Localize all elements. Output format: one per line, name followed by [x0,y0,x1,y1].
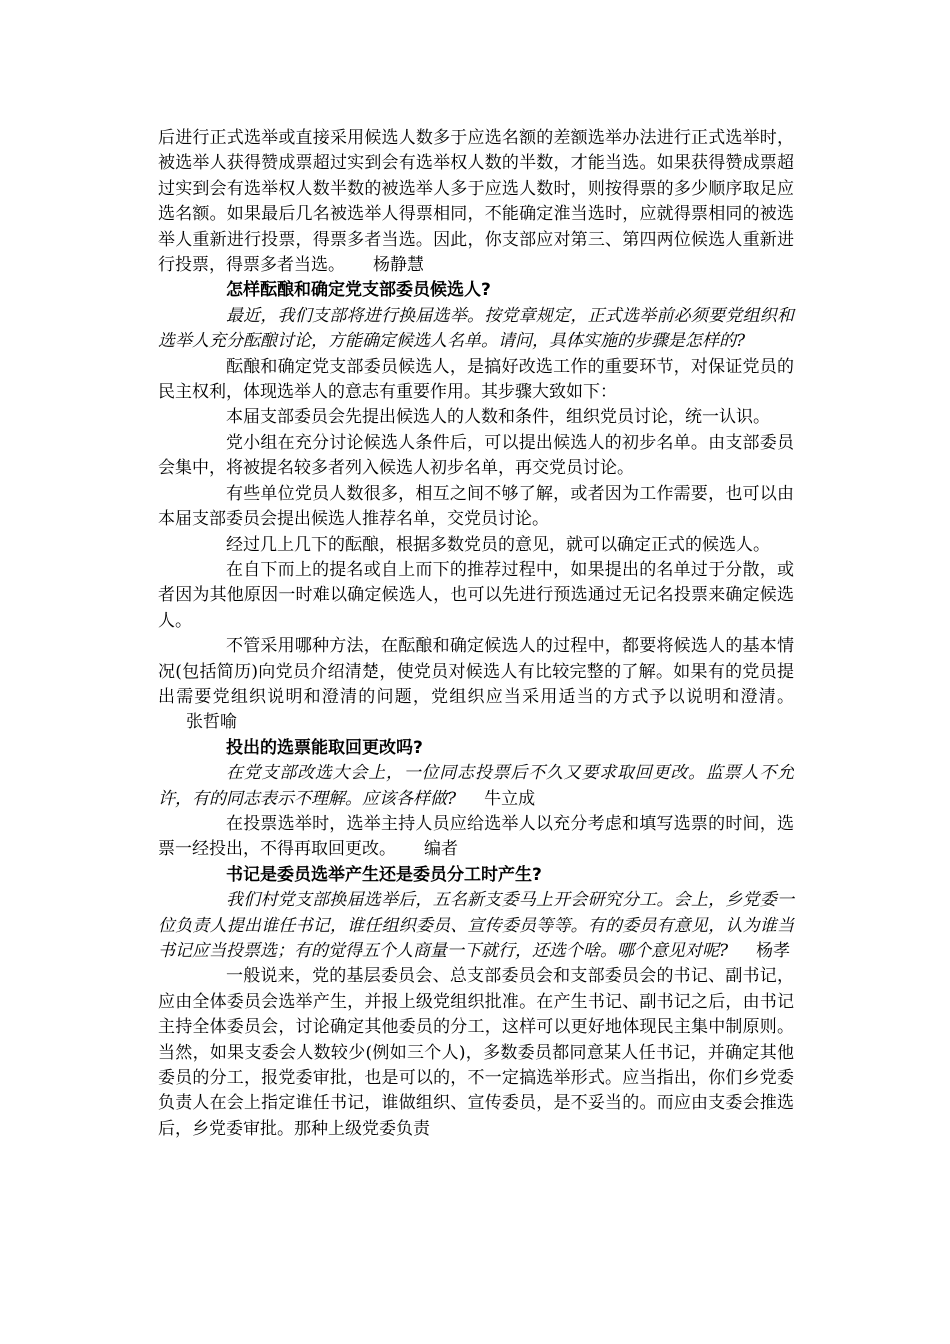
answer-paragraph: 经过几上几下的酝酿，根据多数党员的意见，就可以确定正式的候选人。 [226,534,770,555]
author-name: 编者 [424,839,458,860]
answer-paragraph: 在自下而上的提名或自上而下的推荐过程中，如果提出的名单过于分散，或者因为其他原因一时难以确定候选人，也可以先进行预选通过无记名投票来确定候选人。 [158,559,794,631]
section-heading: 投出的选票能取回更改吗? [226,737,423,758]
author-name: 杨静慧 [373,255,424,276]
document-page [158,126,794,1142]
question-text: 我们村党支部换届选举后，五名新支委马上开会研究分工。会上，乡党委一位负责人提出谁任书记，谁任组织委员、宣传委员等等。有的委员有意见，认为谁当书记应当投票选；有的觉得五个人商量一下就行，还选个啥。哪个意见对呢? [158,890,794,961]
answer-paragraph: 党小组在充分讨论候选人条件后，可以提出候选人的初步名单。由支部委员会集中，将被提名较多者列入候选人初步名单，再交党员讨论。 [158,432,794,479]
answer-paragraph: 本届支部委员会先提出候选人的人数和条件，组织党员讨论，统一认识。 [226,407,770,428]
author-name: 牛立成 [484,788,536,809]
section-heading: 怎样酝酿和确定党支部委员候选人? [226,280,491,301]
answer-paragraph: 有些单位党员人数很多，相互之间不够了解，或者因为工作需要，也可以由本届支部委员会提出候选人推荐名单，交党员讨论。 [158,483,794,530]
author-name: 张哲喻 [186,712,237,733]
answer-paragraph [158,812,794,863]
paragraph-text: 在投票选举时，选举主持人员应给选举人以充分考虑和填写选票的时间，选票一经投出，不得再取回更改。 [158,813,794,860]
answer-paragraph: 一般说来，党的基层委员会、总支部委员会和支部委员会的书记、副书记，应由全体委员会选举产生，并报上级党组织批准。在产生书记、副书记之后，由书记主持全体委员会，讨论确定其他委员的分工，这样可以更好地体现民主集中制原则。当然，如果支委会人数较少(例如三个人)，多数委员都同意某人任书记，并确定其他委员的分工，报党委审批，也是可以的，不一定搞选举形式。应当指出，你们乡党委负责人在会上指定谁任书记，谁做组织、宣传委员，是不妥当的。而应由支委会推选后，乡党委审批。那种上级党委负责 [158,966,794,1139]
reader-question [158,888,794,964]
answer-paragraph: 酝酿和确定党支部委员候选人，是搞好改选工作的重要环节，对保证党员的民主权利，体现选举人的意志有重要作用。其步骤大致如下： [158,356,794,403]
paragraph-text: 不管采用哪种方法，在酝酿和确定候选人的过程中，都要将候选人的基本情况(包括简历)向党员介绍清楚，使党员对候选人有比较完整的了解。如果有的党员提出需要党组织说明和澄清的问题，党组织应当采用适当的方式予以说明和澄清。 [158,636,794,707]
opening-paragraph [158,126,794,278]
section-heading: 书记是委员选举产生还是委员分工时产生? [226,864,542,885]
reader-question [158,761,794,812]
paragraph-text: 后进行正式选举或直接采用候选人数多于应选名额的差额选举办法进行正式选举时，被选举人获得赞成票超过实到会有选举权人数的半数，才能当选。如果获得赞成票超过实到会有选举权人数半数的被选举人多于应选人数时，则按得票的多少顺序取足应选名额。如果最后几名被选举人得票相同，不能确定淮当选时，应就得票相同的被选举人重新进行投票，得票多者当选。因此，你支部应对第三、第四两位候选人重新进行投票，得票多者当选。 [158,128,794,276]
reader-question: 最近，我们支部将进行换届选举。按党章规定，正式选举前必须要党组织和选举人充分酝酿讨论，方能确定候选人名单。请问，具体实施的步骤是怎样的? [158,305,794,352]
author-name: 杨孝 [756,941,791,961]
answer-paragraph [158,634,794,736]
question-text: 在党支部改选大会上，一位同志投票后不久又要求取回更改。监票人不允许，有的同志表示不理解。应该各样做? [158,763,794,809]
